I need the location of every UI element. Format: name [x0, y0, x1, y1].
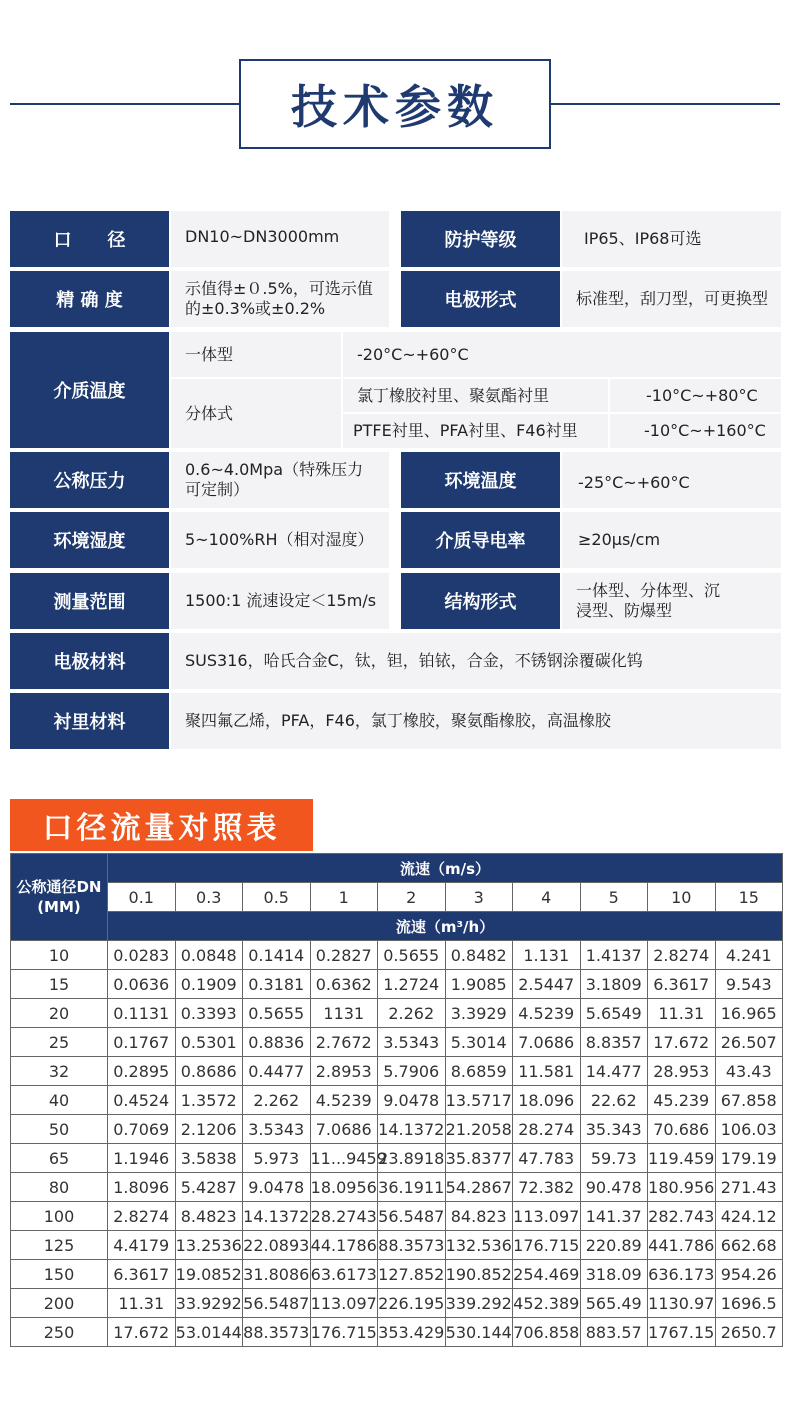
velocity-cell: 3 [445, 883, 513, 912]
flow-cell: 2650.7 [715, 1318, 783, 1347]
dn-cell: 200 [11, 1289, 108, 1318]
flow-cell: 0.0283 [108, 941, 176, 970]
flow-cell: 2.7672 [310, 1028, 378, 1057]
flow-cell: 0.8482 [445, 941, 513, 970]
flow-cell: 0.2827 [310, 941, 378, 970]
flow-cell: 13.2536 [175, 1231, 243, 1260]
flow-cell: 22.62 [580, 1086, 648, 1115]
flow-cell: 5.7906 [378, 1057, 446, 1086]
flow-cell: 28.953 [648, 1057, 716, 1086]
velocity-cell: 15 [715, 883, 783, 912]
accuracy-label: 精 确 度 [10, 271, 169, 327]
flow-cell: 530.144 [445, 1318, 513, 1347]
flow-cell: 636.173 [648, 1260, 716, 1289]
flow-table-title: 口径流量对照表 [10, 799, 313, 851]
flow-cell: 176.715 [310, 1318, 378, 1347]
velocity-cell: 10 [648, 883, 716, 912]
flow-cell: 3.5343 [378, 1028, 446, 1057]
flow-cell: 5.3014 [445, 1028, 513, 1057]
flow-cell: 3.1809 [580, 970, 648, 999]
flow-cell: 1131 [310, 999, 378, 1028]
medium-temp-label: 介质温度 [10, 332, 169, 448]
protection-label: 防护等级 [401, 211, 560, 267]
electrode-form-label: 电极形式 [401, 271, 560, 327]
flow-cell: 1.2724 [378, 970, 446, 999]
flow-cell: 56.5487 [243, 1289, 311, 1318]
flow-cell: 6.3617 [648, 970, 716, 999]
flow-cell: 53.0144 [175, 1318, 243, 1347]
flow-cell: 954.26 [715, 1260, 783, 1289]
flow-cell: 17.672 [108, 1318, 176, 1347]
flow-cell: 0.8836 [243, 1028, 311, 1057]
flow-cell: 226.195 [378, 1289, 446, 1318]
flow-cell: 706.858 [513, 1318, 581, 1347]
flow-cell: 9.543 [715, 970, 783, 999]
flow-cell: 11.581 [513, 1057, 581, 1086]
dn-header-label: 公称通径DN [16, 878, 102, 896]
split-range-2: -10°C~+160°C [610, 414, 781, 448]
dn-cell: 150 [11, 1260, 108, 1289]
flow-cell: 0.3393 [175, 999, 243, 1028]
flow-cell: 220.89 [580, 1231, 648, 1260]
flow-cell: 9.0478 [378, 1086, 446, 1115]
flow-cell: 2.262 [243, 1086, 311, 1115]
dn-cell: 100 [11, 1202, 108, 1231]
flow-cell: 14.477 [580, 1057, 648, 1086]
flow-cell: 63.6173 [310, 1260, 378, 1289]
conductivity-label: 介质导电率 [401, 512, 560, 568]
flow-cell: 21.2058 [445, 1115, 513, 1144]
velocity-cell: 2 [378, 883, 446, 912]
flow-cell: 7.0686 [310, 1115, 378, 1144]
flow-cell: 8.4823 [175, 1202, 243, 1231]
flow-cell: 88.3573 [378, 1231, 446, 1260]
flow-cell: 33.9292 [175, 1289, 243, 1318]
flow-cell: 19.0852 [175, 1260, 243, 1289]
flow-cell: 35.343 [580, 1115, 648, 1144]
flow-cell: 9.0478 [243, 1173, 311, 1202]
flow-cell: 1696.5 [715, 1289, 783, 1318]
page-title: 技术参数 [239, 59, 551, 149]
flow-header: 流速（m³/h） [108, 912, 783, 941]
table-row [11, 1231, 783, 1260]
flow-cell: 3.5343 [243, 1115, 311, 1144]
flow-cell: 2.8274 [108, 1202, 176, 1231]
range-value: 1500:1 流速设定＜15m/s [171, 573, 389, 629]
flow-cell: 0.1767 [108, 1028, 176, 1057]
flow-cell: 13.5717 [445, 1086, 513, 1115]
integrated-type: 一体型 [171, 332, 341, 377]
flow-cell: 0.0848 [175, 941, 243, 970]
flow-cell: 0.5301 [175, 1028, 243, 1057]
structure-label: 结构形式 [401, 573, 560, 629]
dn-cell: 50 [11, 1115, 108, 1144]
flow-table-body [11, 941, 783, 1347]
flow-cell: 883.57 [580, 1318, 648, 1347]
conductivity-value: ≥20μs/cm [562, 512, 781, 568]
dn-cell: 65 [11, 1144, 108, 1173]
table-row [11, 1115, 783, 1144]
flow-cell: 1.9085 [445, 970, 513, 999]
lining-material-value: 聚四氟乙烯，PFA，F46，氯丁橡胶，聚氨酯橡胶，高温橡胶 [171, 693, 781, 749]
flow-cell: 88.3573 [243, 1318, 311, 1347]
table-row [11, 1318, 783, 1347]
flow-cell: 2.8953 [310, 1057, 378, 1086]
table-row [11, 1289, 783, 1318]
velocity-cell: 4 [513, 883, 581, 912]
dn-cell: 25 [11, 1028, 108, 1057]
flow-cell: 5.4287 [175, 1173, 243, 1202]
flow-cell: 18.096 [513, 1086, 581, 1115]
flow-cell: 2.8274 [648, 941, 716, 970]
dn-header-unit: (MM) [37, 898, 81, 916]
flow-cell: 0.1909 [175, 970, 243, 999]
flow-cell: 22.0893 [243, 1231, 311, 1260]
flow-cell: 176.715 [513, 1231, 581, 1260]
flow-cell: 45.239 [648, 1086, 716, 1115]
flow-cell: 1.8096 [108, 1173, 176, 1202]
table-row [11, 1173, 783, 1202]
flow-cell: 282.743 [648, 1202, 716, 1231]
title-line-right [551, 103, 780, 105]
table-row [11, 1028, 783, 1057]
flow-cell: 0.5655 [378, 941, 446, 970]
dn-cell: 125 [11, 1231, 108, 1260]
velocity-row [11, 883, 783, 912]
flow-cell: 26.507 [715, 1028, 783, 1057]
flow-cell: 179.19 [715, 1144, 783, 1173]
flow-cell: 318.09 [580, 1260, 648, 1289]
flow-cell: 119.459 [648, 1144, 716, 1173]
flow-cell: 1.3572 [175, 1086, 243, 1115]
flow-cell: 0.3181 [243, 970, 311, 999]
flow-cell: 31.8086 [243, 1260, 311, 1289]
flow-cell: 4.5239 [513, 999, 581, 1028]
flow-cell: 28.274 [513, 1115, 581, 1144]
flow-cell: 2.1206 [175, 1115, 243, 1144]
velocity-cell: 5 [580, 883, 648, 912]
flow-table [10, 853, 783, 1347]
flow-cell: 3.5838 [175, 1144, 243, 1173]
flow-cell: 339.292 [445, 1289, 513, 1318]
flow-cell: 1.1946 [108, 1144, 176, 1173]
flow-cell: 67.858 [715, 1086, 783, 1115]
flow-cell: 14.1372 [378, 1115, 446, 1144]
flow-cell: 1130.97 [648, 1289, 716, 1318]
range-label: 测量范围 [10, 573, 169, 629]
flow-cell: 11...9459 [310, 1144, 378, 1173]
flow-cell: 6.3617 [108, 1260, 176, 1289]
flow-cell: 127.852 [378, 1260, 446, 1289]
flow-cell: 8.8357 [580, 1028, 648, 1057]
table-row [11, 1260, 783, 1289]
humidity-value: 5~100%RH（相对湿度） [171, 512, 389, 568]
flow-cell: 0.4524 [108, 1086, 176, 1115]
electrode-material-label: 电极材料 [10, 633, 169, 689]
flow-cell: 106.03 [715, 1115, 783, 1144]
flow-cell: 0.8686 [175, 1057, 243, 1086]
flow-cell: 180.956 [648, 1173, 716, 1202]
flow-cell: 565.49 [580, 1289, 648, 1318]
flow-cell: 2.262 [378, 999, 446, 1028]
pressure-label: 公称压力 [10, 452, 169, 508]
flow-cell: 190.852 [445, 1260, 513, 1289]
flow-cell: 4.5239 [310, 1086, 378, 1115]
ambient-temp-label: 环境温度 [401, 452, 560, 508]
flow-cell: 132.536 [445, 1231, 513, 1260]
velocity-cell: 1 [310, 883, 378, 912]
table-row [11, 1202, 783, 1231]
protection-value: IP65、IP68可选 [562, 211, 781, 267]
flow-cell: 44.1786 [310, 1231, 378, 1260]
table-row [11, 970, 783, 999]
flow-cell: 0.1131 [108, 999, 176, 1028]
flow-cell: 0.7069 [108, 1115, 176, 1144]
flow-cell: 14.1372 [243, 1202, 311, 1231]
structure-value: 一体型、分体型、沉浸型、防爆型 [562, 573, 781, 629]
dn-cell: 10 [11, 941, 108, 970]
flow-cell: 47.783 [513, 1144, 581, 1173]
flow-cell: 4.241 [715, 941, 783, 970]
table-row [11, 1057, 783, 1086]
flow-cell: 35.8377 [445, 1144, 513, 1173]
flow-cell: 0.0636 [108, 970, 176, 999]
table-row [11, 1086, 783, 1115]
flow-cell: 1.4137 [580, 941, 648, 970]
flow-cell: 11.31 [108, 1289, 176, 1318]
flow-cell: 11.31 [648, 999, 716, 1028]
flow-cell: 70.686 [648, 1115, 716, 1144]
flow-cell: 0.5655 [243, 999, 311, 1028]
title-line-left [10, 103, 239, 105]
flow-cell: 28.2743 [310, 1202, 378, 1231]
electrode-material-value: SUS316，哈氏合金C，钛，钽，铂铱，合金，不锈钢涂覆碳化钨 [171, 633, 781, 689]
dn-cell: 250 [11, 1318, 108, 1347]
table-row [11, 999, 783, 1028]
velocity-cell: 0.1 [108, 883, 176, 912]
flow-cell: 72.382 [513, 1173, 581, 1202]
flow-cell: 452.389 [513, 1289, 581, 1318]
flow-cell: 1.131 [513, 941, 581, 970]
accuracy-value: 示值得±０.5%，可选示值的±0.3%或±0.2% [171, 271, 389, 327]
caliber-label: 口 径 [10, 211, 169, 267]
flow-cell: 54.2867 [445, 1173, 513, 1202]
flow-cell: 424.12 [715, 1202, 783, 1231]
flow-cell: 0.1414 [243, 941, 311, 970]
split-lining-1: 氯丁橡胶衬里、聚氨酯衬里 [343, 379, 608, 412]
dn-header [11, 854, 108, 941]
flow-cell: 3.3929 [445, 999, 513, 1028]
pressure-value: 0.6~4.0Mpa（特殊压力可定制） [171, 452, 389, 508]
flow-cell: 353.429 [378, 1318, 446, 1347]
flow-cell: 113.097 [310, 1289, 378, 1318]
lining-material-label: 衬里材料 [10, 693, 169, 749]
flow-cell: 113.097 [513, 1202, 581, 1231]
flow-cell: 23.8918 [378, 1144, 446, 1173]
flow-cell: 254.469 [513, 1260, 581, 1289]
flow-cell: 662.68 [715, 1231, 783, 1260]
flow-cell: 84.823 [445, 1202, 513, 1231]
dn-cell: 15 [11, 970, 108, 999]
split-type: 分体式 [171, 379, 341, 448]
caliber-value: DN10~DN3000mm [171, 211, 389, 267]
flow-cell: 0.2895 [108, 1057, 176, 1086]
flow-cell: 0.4477 [243, 1057, 311, 1086]
flow-cell: 5.6549 [580, 999, 648, 1028]
dn-cell: 80 [11, 1173, 108, 1202]
velocity-header: 流速（m/s） [108, 854, 783, 883]
flow-cell: 1767.15 [648, 1318, 716, 1347]
split-lining-2: PTFE衬里、PFA衬里、F46衬里 [343, 414, 608, 448]
flow-cell: 43.43 [715, 1057, 783, 1086]
table-row [11, 941, 783, 970]
ambient-temp-value: -25°C~+60°C [562, 452, 781, 508]
flow-cell: 59.73 [580, 1144, 648, 1173]
electrode-form-value: 标准型，刮刀型，可更换型 [562, 271, 781, 327]
velocity-cell: 0.5 [243, 883, 311, 912]
flow-cell: 271.43 [715, 1173, 783, 1202]
flow-cell: 0.6362 [310, 970, 378, 999]
velocity-cell: 0.3 [175, 883, 243, 912]
flow-cell: 17.672 [648, 1028, 716, 1057]
flow-cell: 8.6859 [445, 1057, 513, 1086]
dn-cell: 20 [11, 999, 108, 1028]
split-range-1: -10°C~+80°C [610, 379, 781, 412]
flow-cell: 5.973 [243, 1144, 311, 1173]
flow-cell: 141.37 [580, 1202, 648, 1231]
flow-cell: 16.965 [715, 999, 783, 1028]
dn-cell: 32 [11, 1057, 108, 1086]
table-row [11, 1144, 783, 1173]
humidity-label: 环境湿度 [10, 512, 169, 568]
dn-cell: 40 [11, 1086, 108, 1115]
flow-cell: 36.1911 [378, 1173, 446, 1202]
flow-cell: 4.4179 [108, 1231, 176, 1260]
flow-cell: 7.0686 [513, 1028, 581, 1057]
flow-cell: 18.0956 [310, 1173, 378, 1202]
flow-cell: 56.5487 [378, 1202, 446, 1231]
integrated-range: -20°C~+60°C [343, 332, 781, 377]
flow-cell: 90.478 [580, 1173, 648, 1202]
flow-cell: 441.786 [648, 1231, 716, 1260]
flow-cell: 2.5447 [513, 970, 581, 999]
